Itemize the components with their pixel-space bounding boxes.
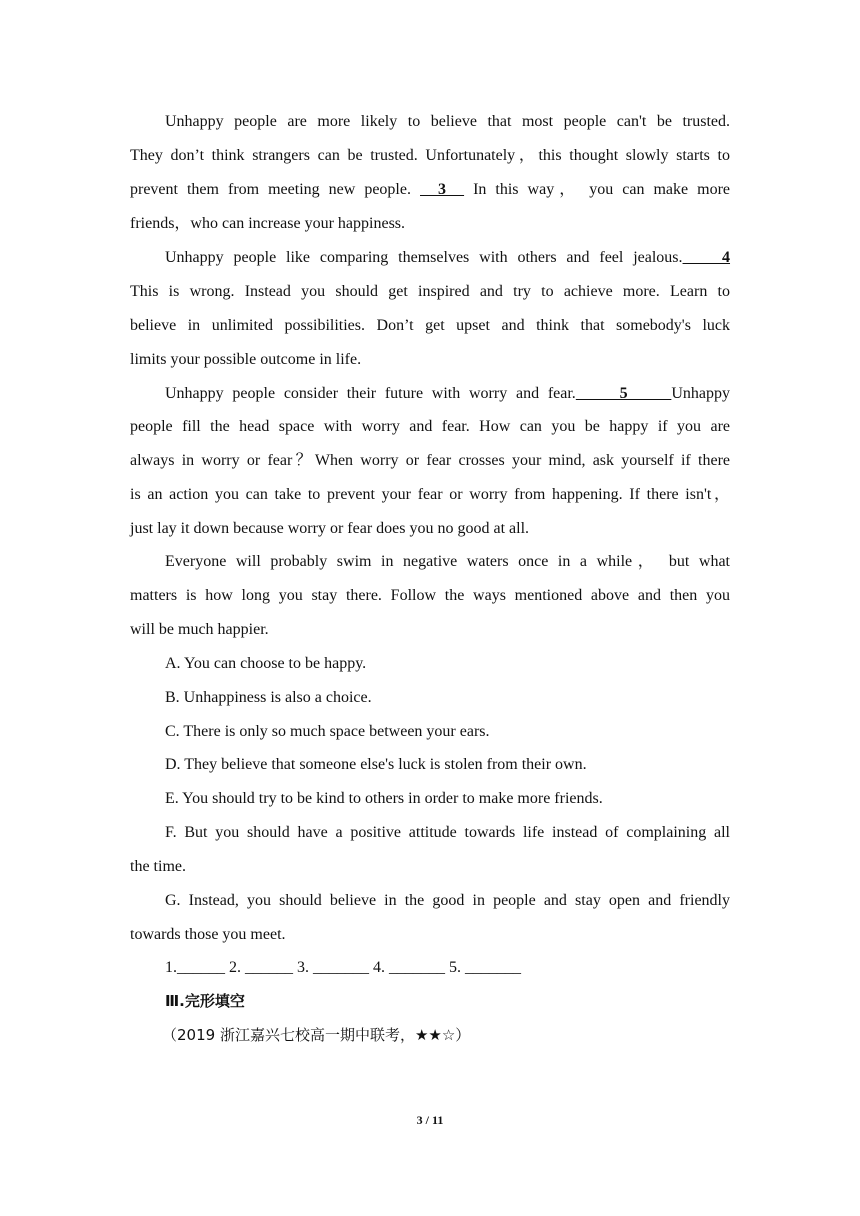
section-heading: Ⅲ.完形填空: [165, 992, 245, 1010]
p3-line-1: [165, 384, 730, 404]
p3-line-1-text-a: Unhappy people consider their future with worry and fear.: [165, 385, 576, 402]
p1-line-3: [130, 180, 730, 200]
p1-line-3-text-b: In this way， you can make more: [464, 181, 731, 198]
option-g-line-2: towards those you meet.: [130, 926, 286, 943]
option-c: C. There is only so much space between your ears.: [165, 723, 490, 740]
option-e: E. You should try to be kind to others in order to make more friends.: [165, 790, 603, 807]
p3-line-5: just lay it down because worry or fear does you no good at all.: [130, 520, 530, 537]
option-f-line-2: the time.: [130, 858, 186, 875]
p2-line-3: believe in unlimited possibilities. Don’t get upset and think that somebody's luck: [130, 317, 730, 334]
answer-blanks: 1.______ 2. ______ 3. _______ 4. _______ 5. _______: [165, 959, 521, 976]
p4-line-2: matters is how long you stay there. Follow the ways mentioned above and then you: [130, 587, 730, 604]
option-d: D. They believe that someone else's luck is stolen from their own.: [165, 756, 587, 773]
p4-line-1: Everyone will probably swim in negative waters once in a while， but what: [165, 553, 730, 570]
option-f-line-1: F. But you should have a positive attitude towards life instead of complaining all: [165, 824, 730, 841]
p1-line-3-text-a: prevent them from meeting new people.: [130, 181, 420, 198]
section-source: （2019 浙江嘉兴七校高一期中联考，★★☆）: [162, 1026, 471, 1044]
p2-line-1: [165, 248, 730, 268]
option-b: B. Unhappiness is also a choice.: [165, 689, 372, 706]
p2-line-1-text: Unhappy people like comparing themselves with others and feel jealous.: [165, 249, 683, 266]
blank-5: 5: [575, 385, 672, 402]
p1-line-4: friends，who can increase your happiness.: [130, 215, 406, 232]
blank-4: 4: [682, 249, 731, 266]
p3-line-2: people fill the head space with worry and fear. How can you be happy if you are: [130, 418, 730, 435]
p3-line-4: is an action you can take to prevent your fear or worry from happening. If there isn't，: [130, 486, 730, 503]
p3-line-3: always in worry or fear？When worry or fear crosses your mind, ask yourself if there: [130, 452, 730, 469]
p1-line-1: Unhappy people are more likely to believe that most people can't be trusted.: [165, 113, 730, 130]
p1-line-2: They don’t think strangers can be trusted. Unfortunately，this thought slowly starts to: [130, 147, 730, 164]
p2-line-2: This is wrong. Instead you should get inspired and try to achieve more. Learn to: [130, 283, 730, 300]
option-a: A. You can choose to be happy.: [165, 655, 367, 672]
option-g-line-1: G. Instead, you should believe in the good in people and stay open and friendly: [165, 892, 730, 909]
blank-3: 3: [420, 181, 465, 198]
p4-line-3: will be much happier.: [130, 621, 269, 638]
p2-line-4: limits your possible outcome in life.: [130, 351, 362, 368]
page-number: 3 / 11: [416, 1113, 444, 1127]
p3-line-1-text-b: Unhappy: [671, 385, 731, 402]
